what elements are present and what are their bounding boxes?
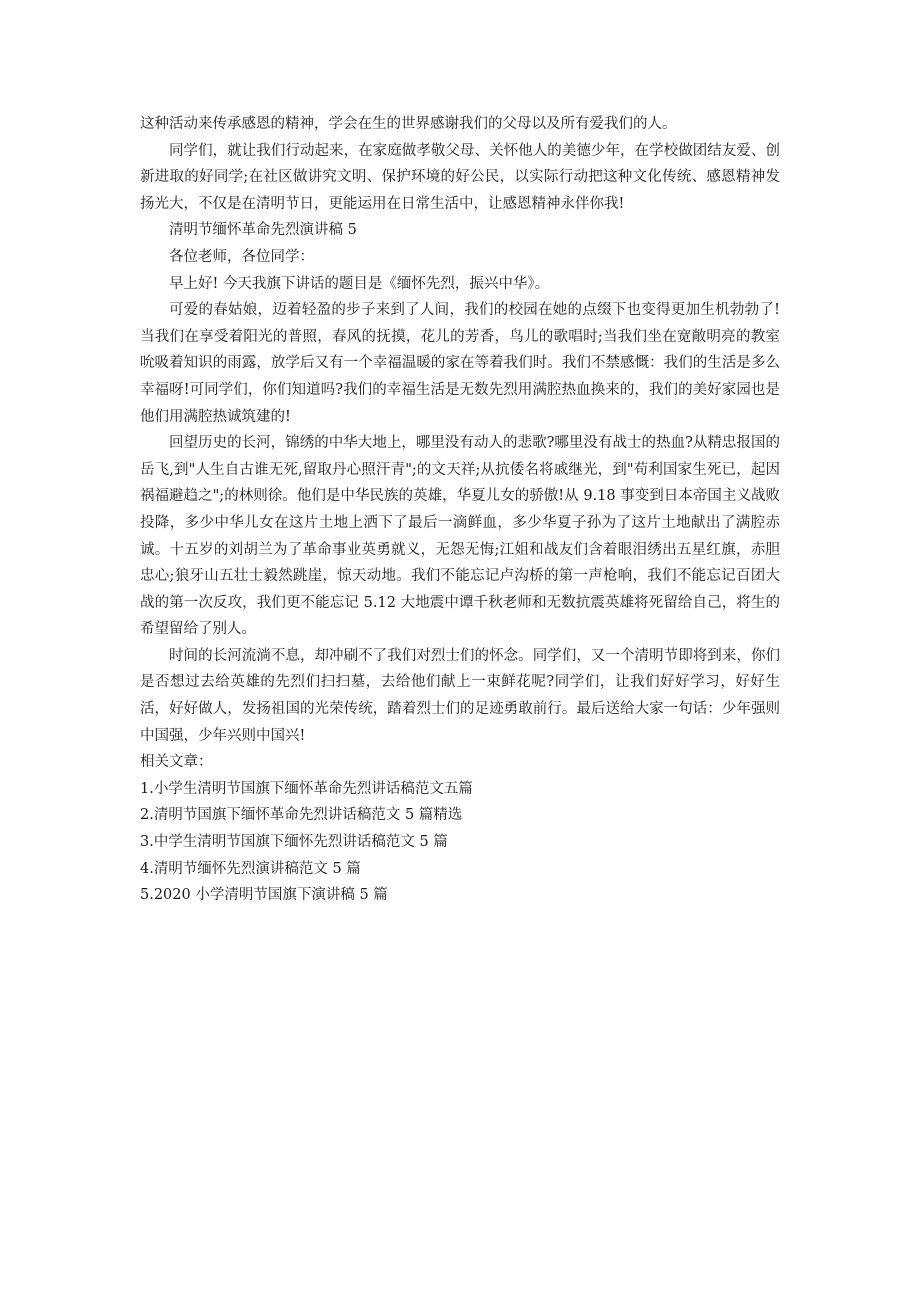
related-article-link[interactable]: 3.中学生清明节国旗下缅怀先烈讲话稿范文 5 篇 [140,834,448,851]
paragraph-spring: 可爱的春姑娘，迈着轻盈的步子来到了人间，我们的校园在她的点缀下也变得更加生机勃勃了!当我们在享受着阳光的普照，春风的抚摸，花儿的芳香，鸟儿的歌唱时;当我们坐在宽敞明亮的教室吮吸着知识的雨露，放学后又有一个幸福温暖的家在等着我们时。我们不禁感慨：我们的生活是多么幸福呀!可同学们，你们知道吗?我们的幸福生活是无数先烈用满腔热血换来的，我们的美好家园也是他们用满腔热诚筑建的! [140,302,780,425]
document-body [140,111,780,909]
speech-greeting: 各位老师，各位同学： [169,248,314,265]
related-article-link[interactable]: 4.清明节缅怀先烈演讲稿范文 5 篇 [140,860,361,877]
speech-title: 清明节缅怀革命先烈演讲稿 5 [169,222,357,239]
related-article-link[interactable]: 2.清明节国旗下缅怀革命先烈讲话稿范文 5 篇精选 [140,807,463,824]
related-articles-list [140,776,780,909]
related-articles-heading: 相关文章： [140,754,213,771]
paragraph-history: 回望历史的长河，锦绣的中华大地上，哪里没有动人的悲歌?哪里没有战士的热血?从精忠报国的岳飞,到"人生自古谁无死,留取丹心照汗青";的文天祥;从抗倭名将戚继光，到"苟利国家生死已，起因祸福避趋之";的林则徐。他们是中华民族的英雄，华夏儿女的骄傲!从 9.18 事变到日本帝国主义战败投降，多少中华儿女在这片土地上洒下了最后一滴鲜血，多少华夏子孙为了这片土地献出了满腔赤诚。十五岁的刘胡兰为了革命事业英勇就义，无怨无悔;江姐和战友们含着眼泪绣出五星红旗，赤胆忠心;狼牙山五壮士毅然跳崖，惊天动地。我们不能忘记卢沟桥的第一声枪响，我们不能忘记百团大战的第一次反攻，我们更不能忘记 5.12 大地震中谭千秋老师和无数抗震英雄将死留给自己，将生的希望留给了别人。 [140,435,780,638]
speech-opening: 早上好! 今天我旗下讲话的题目是《缅怀先烈，振兴中华》。 [169,275,550,292]
related-article-link[interactable]: 1.小学生清明节国旗下缅怀革命先烈讲话稿范文五篇 [140,780,473,797]
paragraph-closing: 时间的长河流淌不息，却冲刷不了我们对烈士们的怀念。同学们，又一个清明节即将到来，你们是否想过去给英雄的先烈们扫扫墓，去给他们献上一束鲜花呢?同学们，让我们好好学习，好好生活，好好做人，发扬祖国的光荣传统，踏着烈士们的足迹勇敢前行。最后送给大家一句话：少年强则中国强，少年兴则中国兴! [140,647,780,744]
related-article-link[interactable]: 5.2020 小学清明节国旗下演讲稿 5 篇 [140,887,388,904]
paragraph-call-to-action: 同学们，就让我们行动起来，在家庭做孝敬父母、关怀他人的美德少年，在学校做团结友爱、创新进取的好同学;在社区做讲究文明、保护环境的好公民，以实际行动把这种文化传统、感恩精神发扬光大，不仅是在清明节日，更能运用在日常生活中，让感恩精神永伴你我! [140,142,780,212]
paragraph-continuation: 这种活动来传承感恩的精神，学会在生的世界感谢我们的父母以及所有爱我们的人。 [140,116,677,132]
